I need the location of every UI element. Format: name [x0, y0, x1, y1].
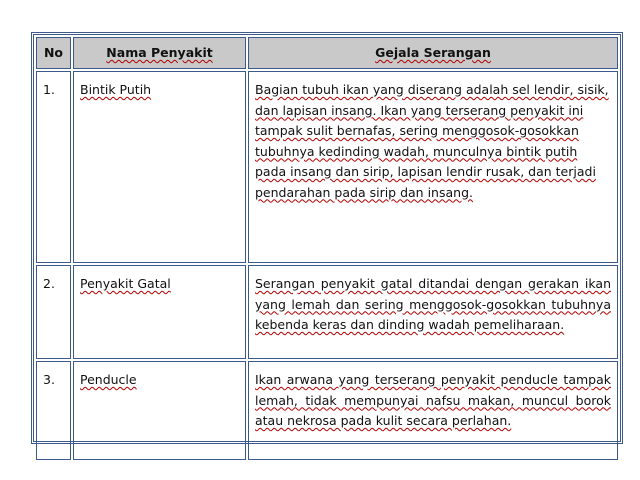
header-disease-name: Nama Penyakit [73, 37, 246, 69]
disease-name: Bintik Putih [73, 71, 246, 263]
row-number: 1. [36, 71, 71, 263]
table-row [36, 71, 618, 263]
row-number: 2. [36, 265, 71, 359]
header-no: No [36, 37, 71, 69]
table-row [36, 265, 618, 359]
disease-table [31, 32, 623, 444]
disease-name: Penducle [73, 361, 246, 460]
table-header-row [36, 37, 618, 69]
disease-symptoms: Ikan arwana yang terserang penyakit penducle tampak lemah, tidak mempunyai nafsu makan, muncul borok atau nekrosa pada kulit secara perlahan. [248, 361, 618, 460]
disease-symptoms: Bagian tubuh ikan yang diserang adalah sel lendir, sisik, dan lapisan insang. Ikan yang terserang penyakit ini tampak sulit bernafas, sering menggosok-gosokkan tubuhnya kedinding wadah, munculnya bintik putih pada insang dan sirip, lapisan lendir rusak, dan terjadi pendarahan pada sirip dan insang. [248, 71, 618, 263]
disease-symptoms: Serangan penyakit gatal ditandai dengan gerakan ikan yang lemah dan sering menggosok-gosokkan tubuhnya kebenda keras dan dinding wadah pemeliharaan. [248, 265, 618, 359]
header-symptoms: Gejala Serangan [248, 37, 618, 69]
row-number: 3. [36, 361, 71, 460]
disease-table-grid [34, 35, 620, 462]
table-row [36, 361, 618, 460]
disease-name: Penyakit Gatal [73, 265, 246, 359]
